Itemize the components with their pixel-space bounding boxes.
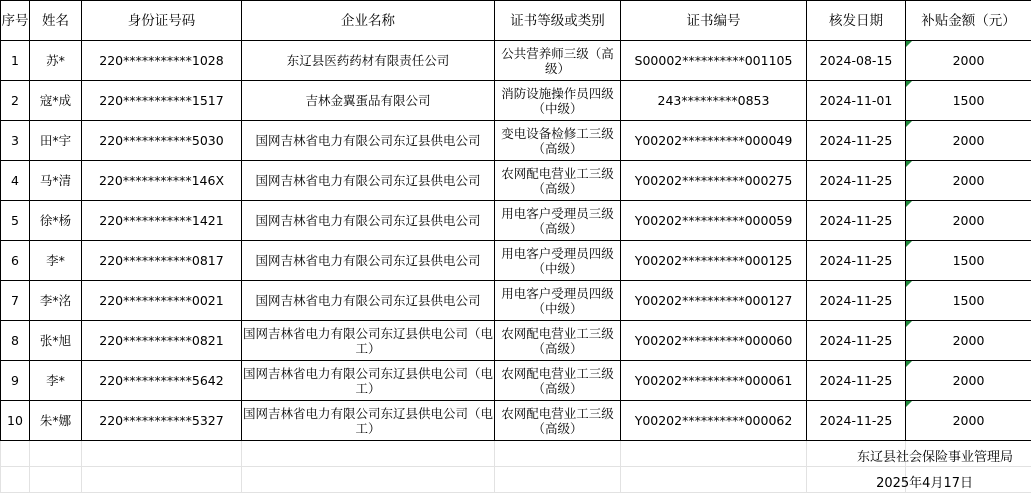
cell-cert-type[interactable]: 农网配电营业工三级（高级） (495, 401, 621, 441)
cell-id[interactable]: 220***********1028 (82, 41, 242, 81)
cell-id[interactable]: 220***********5030 (82, 121, 242, 161)
cell-amount[interactable] (906, 121, 1031, 161)
issuer-name: 东辽县社会保险事业管理局 (856, 450, 1013, 465)
empty-cell[interactable] (1, 441, 30, 467)
cell-cert-no[interactable]: Y00202**********000062 (621, 401, 807, 441)
cell-date[interactable]: 2024-11-25 (807, 201, 906, 241)
comment-marker-icon (906, 121, 912, 127)
cell-cert-type[interactable]: 用电客户受理员三级（高级） (495, 201, 621, 241)
cell-no[interactable]: 10 (1, 401, 30, 441)
cell-date[interactable]: 2024-11-25 (807, 121, 906, 161)
cell-company[interactable]: 东辽县医药药材有限责任公司 (242, 41, 495, 81)
table-row (1, 161, 1031, 201)
cell-amount[interactable] (906, 401, 1031, 441)
cell-no[interactable]: 2 (1, 81, 30, 121)
cell-id[interactable]: 220***********1517 (82, 81, 242, 121)
table-row (1, 41, 1031, 81)
cell-cert-type[interactable]: 农网配电营业工三级（高级） (495, 361, 621, 401)
cell-cert-type[interactable]: 用电客户受理员四级（中级） (495, 281, 621, 321)
col-header-cert-no[interactable]: 证书编号 (621, 1, 807, 41)
cell-amount-value: 2000 (952, 412, 985, 428)
cell-cert-no[interactable]: S00002**********001105 (621, 41, 807, 81)
cell-name[interactable]: 苏* (30, 41, 82, 81)
cell-cert-type[interactable]: 变电设备检修工三级（高级） (495, 121, 621, 161)
cell-name[interactable]: 寇*成 (30, 81, 82, 121)
cell-id[interactable]: 220***********0021 (82, 281, 242, 321)
table-row (1, 201, 1031, 241)
cell-cert-type[interactable]: 公共营养师三级（高级） (495, 41, 621, 81)
cell-no[interactable]: 1 (1, 41, 30, 81)
cell-cert-type[interactable]: 消防设施操作员四级（中级） (495, 81, 621, 121)
table-row (1, 321, 1031, 361)
cell-company[interactable]: 国网吉林省电力有限公司东辽县供电公司 (242, 241, 495, 281)
cell-amount[interactable] (906, 361, 1031, 401)
cell-company[interactable]: 国网吉林省电力有限公司东辽县供电公司（电工） (242, 321, 495, 361)
cell-company[interactable]: 国网吉林省电力有限公司东辽县供电公司 (242, 161, 495, 201)
empty-cell[interactable] (30, 467, 82, 493)
comment-marker-icon (906, 361, 912, 367)
cell-date[interactable]: 2024-11-25 (807, 401, 906, 441)
cell-amount-value: 2000 (952, 372, 985, 388)
cell-no[interactable]: 8 (1, 321, 30, 361)
cell-cert-type[interactable]: 农网配电营业工三级（高级） (495, 321, 621, 361)
empty-cell[interactable] (495, 467, 621, 493)
cell-amount-value: 2000 (952, 172, 985, 188)
comment-marker-icon (906, 241, 912, 247)
col-header-id[interactable]: 身份证号码 (82, 1, 242, 41)
cell-cert-no[interactable]: Y00202**********000059 (621, 201, 807, 241)
col-header-cert-type[interactable]: 证书等级或类别 (495, 1, 621, 41)
cell-name[interactable]: 马*清 (30, 161, 82, 201)
cell-amount-value: 2000 (952, 332, 985, 348)
col-header-name[interactable]: 姓名 (30, 1, 82, 41)
comment-marker-icon (906, 321, 912, 327)
table-row (1, 361, 1031, 401)
cell-amount-value: 2000 (952, 212, 985, 228)
cell-amount[interactable] (906, 321, 1031, 361)
empty-cell[interactable] (82, 467, 242, 493)
cell-cert-no[interactable]: Y00202**********000060 (621, 321, 807, 361)
table-row (1, 401, 1031, 441)
empty-cell[interactable] (30, 441, 82, 467)
cell-amount-value: 1500 (952, 92, 985, 108)
cell-name[interactable]: 李* (30, 361, 82, 401)
cell-date[interactable]: 2024-08-15 (807, 41, 906, 81)
cell-id[interactable]: 220***********5642 (82, 361, 242, 401)
cell-amount[interactable] (906, 201, 1031, 241)
empty-cell[interactable] (82, 441, 242, 467)
table-row (1, 121, 1031, 161)
cell-no[interactable]: 4 (1, 161, 30, 201)
col-header-no[interactable]: 序号 (1, 1, 30, 41)
empty-cell[interactable] (242, 467, 495, 493)
cell-amount[interactable] (906, 81, 1031, 121)
cell-company[interactable]: 国网吉林省电力有限公司东辽县供电公司 (242, 281, 495, 321)
cell-cert-type[interactable]: 用电客户受理员四级（中级） (495, 241, 621, 281)
cell-id[interactable]: 220***********5327 (82, 401, 242, 441)
cell-date[interactable]: 2024-11-25 (807, 321, 906, 361)
comment-marker-icon (906, 401, 912, 407)
col-header-date[interactable]: 核发日期 (807, 1, 906, 41)
cell-cert-no[interactable]: Y00202**********000125 (621, 241, 807, 281)
cell-date[interactable]: 2024-11-25 (807, 281, 906, 321)
cell-name[interactable]: 朱*娜 (30, 401, 82, 441)
comment-marker-icon (906, 81, 912, 87)
empty-cell[interactable] (621, 441, 807, 467)
table-row (1, 281, 1031, 321)
cell-amount-value: 2000 (952, 52, 985, 68)
cell-cert-no[interactable]: Y00202**********000049 (621, 121, 807, 161)
cell-no[interactable]: 7 (1, 281, 30, 321)
cell-amount-value: 1500 (952, 252, 985, 268)
comment-marker-icon (906, 281, 912, 287)
cell-amount[interactable] (906, 161, 1031, 201)
table-row (1, 241, 1031, 281)
cell-id[interactable]: 220***********146X (82, 161, 242, 201)
empty-cell[interactable] (495, 441, 621, 467)
cell-no[interactable]: 9 (1, 361, 30, 401)
col-header-company[interactable]: 企业名称 (242, 1, 495, 41)
cell-amount[interactable] (906, 241, 1031, 281)
issue-date: 2025年4月17日 (876, 476, 973, 491)
cell-company[interactable]: 国网吉林省电力有限公司东辽县供电公司 (242, 201, 495, 241)
comment-marker-icon (906, 41, 912, 47)
cell-date[interactable]: 2024-11-01 (807, 81, 906, 121)
cell-company[interactable]: 吉林金翼蛋品有限公司 (242, 81, 495, 121)
cell-date[interactable]: 2024-11-25 (807, 161, 906, 201)
cell-no[interactable]: 3 (1, 121, 30, 161)
cell-company[interactable]: 国网吉林省电力有限公司东辽县供电公司（电工） (242, 361, 495, 401)
cell-name[interactable]: 徐*杨 (30, 201, 82, 241)
header-row (1, 1, 1031, 41)
cell-no[interactable]: 5 (1, 201, 30, 241)
cell-id[interactable]: 220***********0821 (82, 321, 242, 361)
empty-cell[interactable] (621, 467, 807, 493)
cell-cert-no[interactable]: Y00202**********000127 (621, 281, 807, 321)
empty-cell[interactable] (1, 467, 30, 493)
cell-name[interactable]: 李* (30, 241, 82, 281)
cell-cert-no[interactable]: Y00202**********000061 (621, 361, 807, 401)
comment-marker-icon (906, 161, 912, 167)
cell-name[interactable]: 张*旭 (30, 321, 82, 361)
cell-name[interactable]: 田*宇 (30, 121, 82, 161)
cell-date[interactable]: 2024-11-25 (807, 241, 906, 281)
cell-id[interactable]: 220***********1421 (82, 201, 242, 241)
comment-marker-icon (906, 201, 912, 207)
cell-cert-type[interactable]: 农网配电营业工三级（高级） (495, 161, 621, 201)
cell-amount[interactable] (906, 41, 1031, 81)
cell-cert-no[interactable]: 243*********0853 (621, 81, 807, 121)
cell-date[interactable]: 2024-11-25 (807, 361, 906, 401)
cell-company[interactable]: 国网吉林省电力有限公司东辽县供电公司 (242, 121, 495, 161)
cell-name[interactable]: 李*洺 (30, 281, 82, 321)
cell-amount[interactable] (906, 281, 1031, 321)
cell-no[interactable]: 6 (1, 241, 30, 281)
col-header-amount[interactable]: 补贴金额（元） (906, 1, 1031, 41)
cell-amount-value: 1500 (952, 292, 985, 308)
empty-cell[interactable] (242, 441, 495, 467)
cell-company[interactable]: 国网吉林省电力有限公司东辽县供电公司（电工） (242, 401, 495, 441)
table-row (1, 81, 1031, 121)
cell-amount-value: 2000 (952, 132, 985, 148)
cell-cert-no[interactable]: Y00202**********000275 (621, 161, 807, 201)
cell-id[interactable]: 220***********0817 (82, 241, 242, 281)
